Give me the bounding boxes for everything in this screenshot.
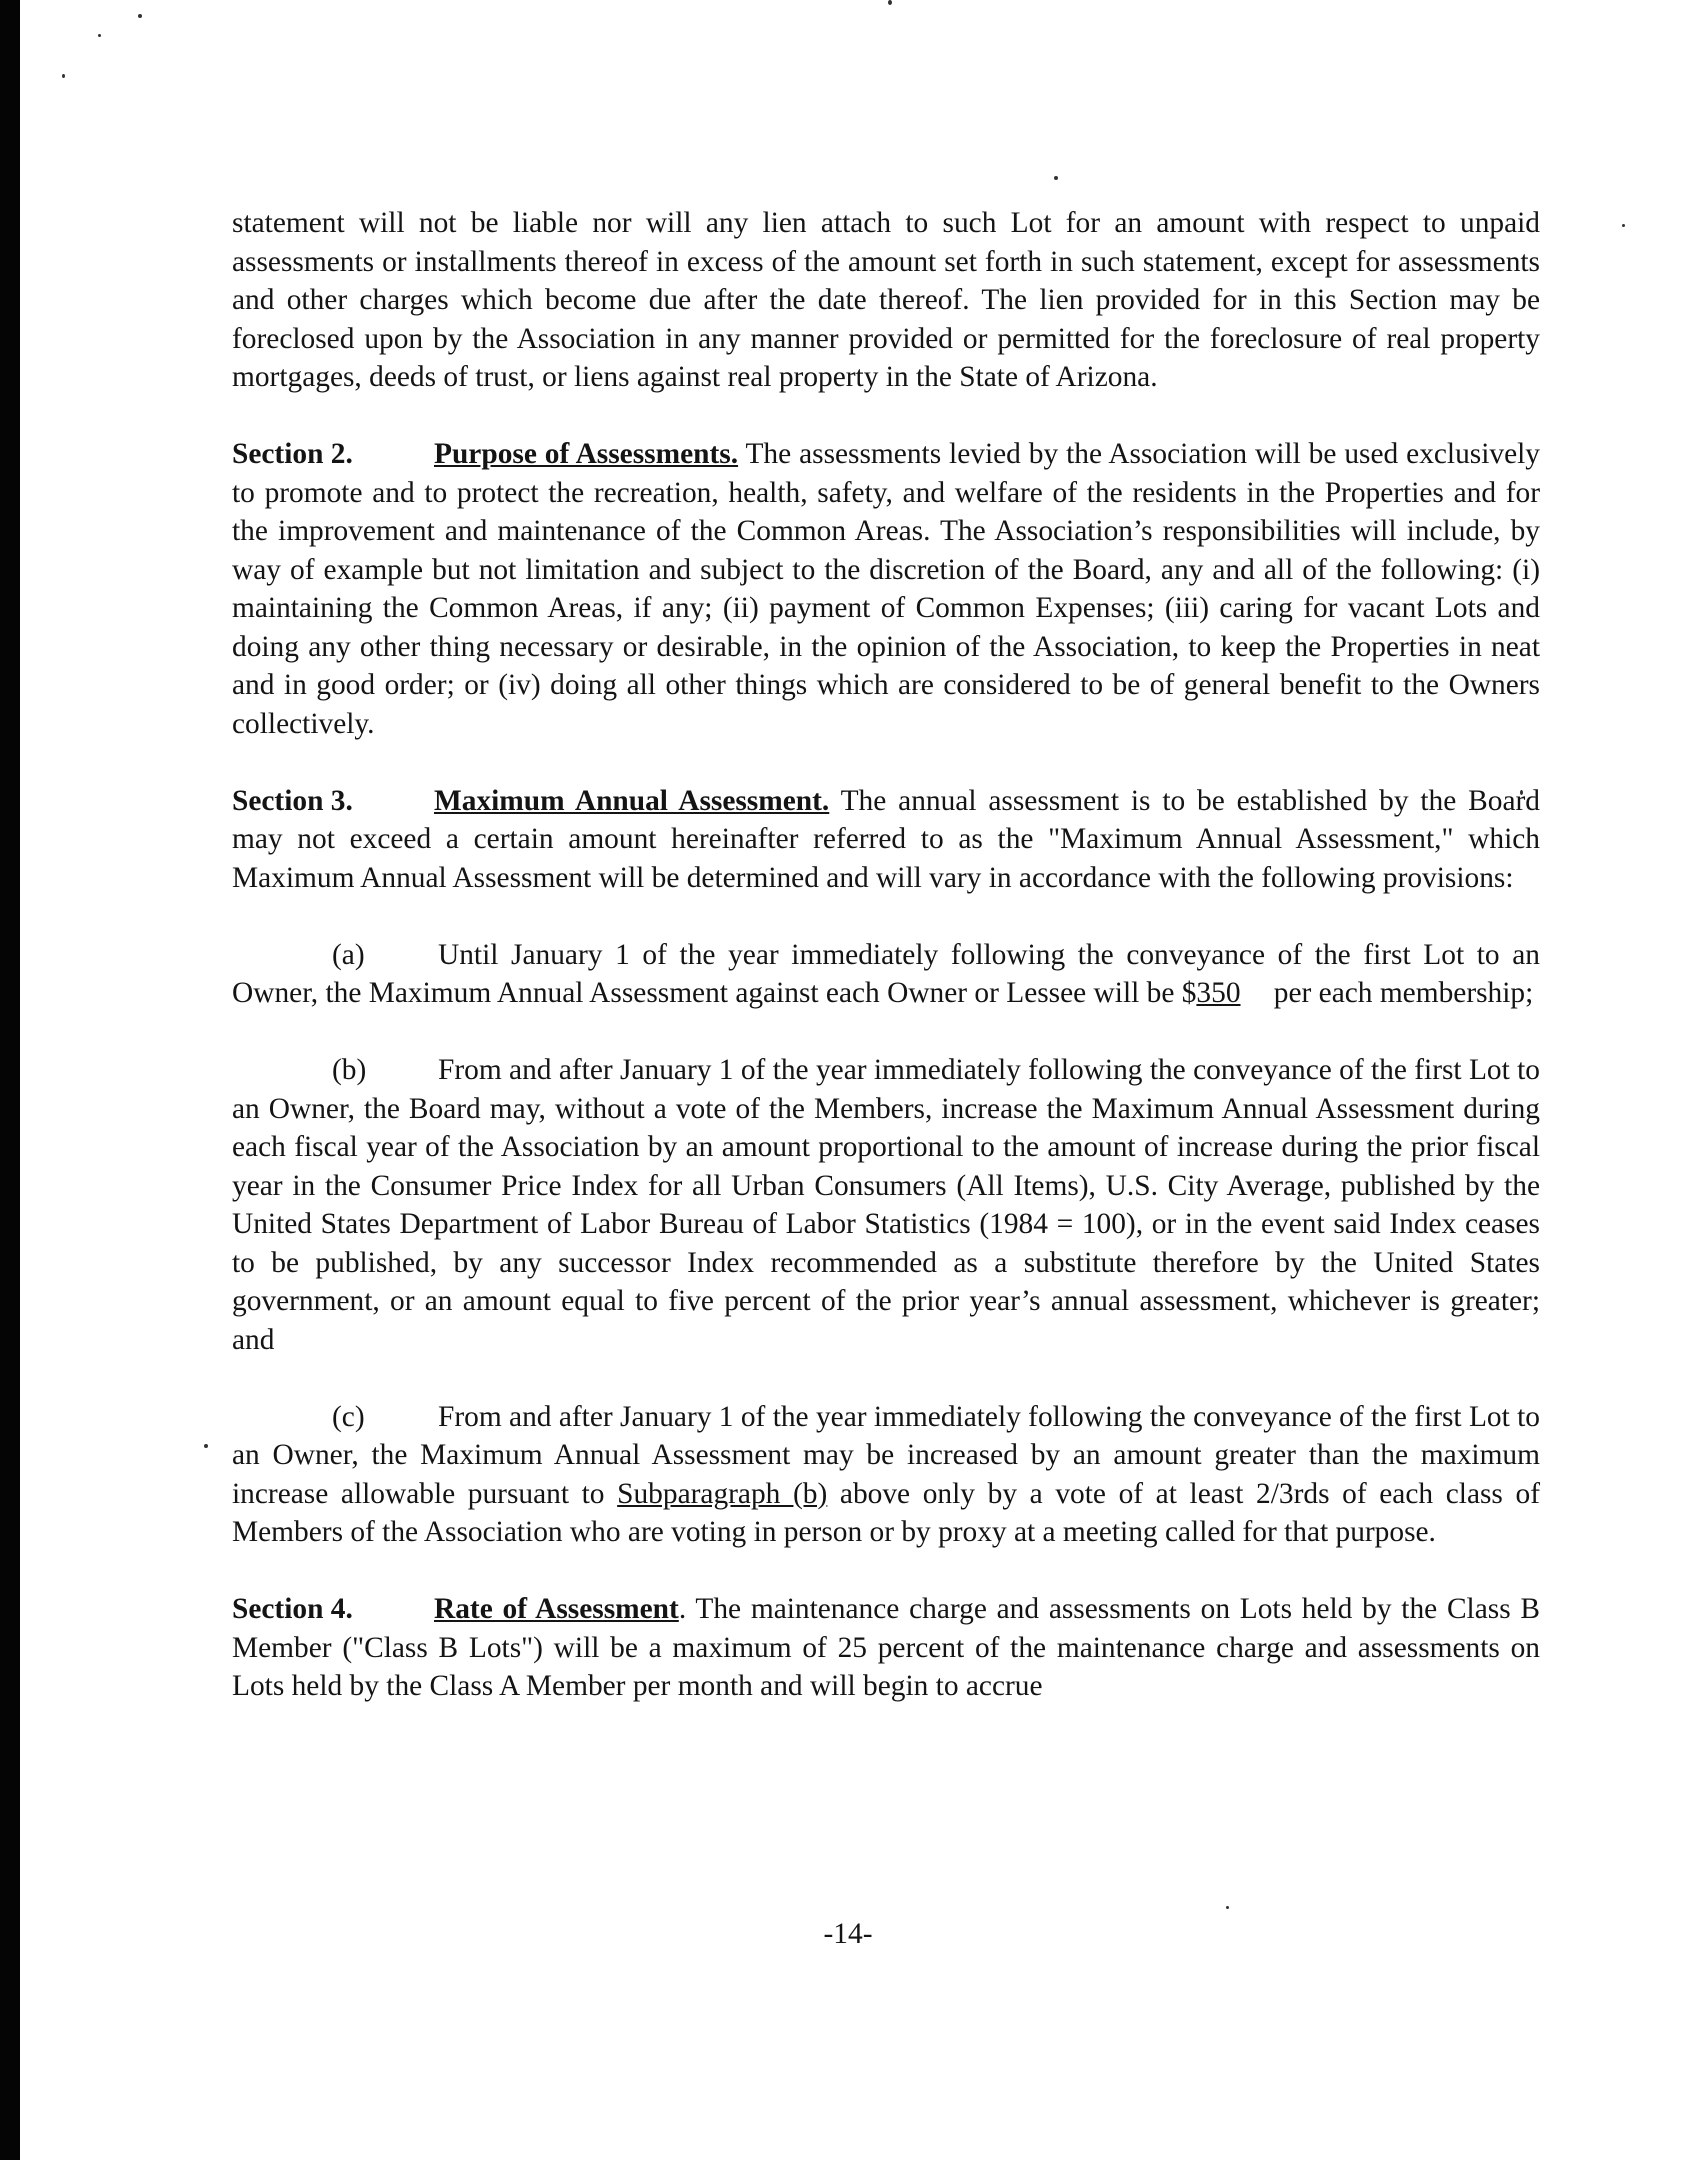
section-3-paragraph	[232, 782, 1540, 898]
subparagraph-c-text-after: above only by a vote of at least 2/3rds of each class of Members of the Association who are voting in person or by proxy at a meeting called for that purpose.	[232, 1477, 1540, 1548]
section-3-subparagraph-c	[232, 1398, 1540, 1552]
subparagraph-b-label: (b)	[332, 1054, 367, 1086]
scan-speck	[1226, 1906, 1229, 1909]
scan-speck	[138, 14, 142, 18]
section-2-number: Section 2.	[232, 438, 353, 470]
assessment-amount: 350	[1196, 977, 1241, 1009]
section-3-subparagraph-b	[232, 1051, 1540, 1359]
subparagraph-b-reference: Subparagraph (b)	[617, 1477, 828, 1510]
scan-speck	[98, 34, 101, 37]
scan-speck	[888, 0, 892, 5]
section-4-title: Rate of Assessment	[434, 1593, 679, 1625]
section-2-title: Purpose of Assessments.	[434, 438, 739, 470]
section-4-paragraph	[232, 1590, 1540, 1706]
scan-speck	[1622, 224, 1625, 227]
section-3-number: Section 3.	[232, 784, 353, 817]
section-2-text: The assessments levied by the Association will be used exclusively to promote and to protect the recreation, health, safety, and welfare of the residents in the Properties and for the improvement and maintenance of the Common Areas. The Association’s responsibilities will include, by way of example but not limitation and subject to the discretion of the Board, any and all of the following: (i) maintaining the Common Areas, if any; (ii) payment of Common Expenses; (iii) caring for vacant Lots and doing any other thing necessary or desirable, in the opinion of the Association, to keep the Properties in neat and in good order; or (iv) doing all other things which are considered to be of general benefit to the Owners collectively.	[232, 438, 1540, 740]
scan-left-edge	[0, 0, 20, 2160]
subparagraph-c-label: (c)	[332, 1400, 365, 1433]
scan-speck	[1054, 176, 1058, 180]
subparagraph-a-label: (a)	[332, 938, 365, 971]
section-3-text: The annual assessment is to be established by the Board may not exceed a certain amount hereinafter referred to as the "Maximum Annual Assessment," which Maximum Annual Assessment will be determined and will vary in accordance with the following provisions:	[232, 784, 1540, 894]
scan-speck	[62, 74, 65, 78]
section-3-subparagraph-a	[232, 936, 1540, 1013]
subparagraph-b-text: From and after January 1 of the year immediately following the conveyance of the first Lot to an Owner, the Board may, without a vote of the Members, increase the Maximum Annual Assessment during each fiscal year of the Association by an amount proportional to the amount of increase during the prior fiscal year in the Consumer Price Index for all Urban Consumers (All Items), U.S. City Average, published by the United States Department of Labor Bureau of Labor Statistics (1984 = 100), or in the event said Index ceases to be published, by any successor Index recommended as a substitute therefore by the United States government, or an amount equal to five percent of the prior year’s annual assessment, whichever is greater; and	[232, 1054, 1540, 1356]
page-number: -14-	[823, 1918, 873, 1950]
subparagraph-c-text-before: From and after January 1 of the year immediately following the conveyance of the first Lot to an Owner, the Maximum Annual Assessment may be increased by an amount greater than the maximum increase allowable pursuant to	[232, 1400, 1540, 1510]
section-2-paragraph	[232, 435, 1540, 743]
subparagraph-a-text-after: per each membership;	[1266, 977, 1534, 1009]
continuation-paragraph: statement will not be liable nor will any lien attach to such Lot for an amount with respect to unpaid assessments or installments thereof in excess of the amount set forth in such statement, except for assessments and other charges which become due after the date thereof. The lien provided for in this Section may be foreclosed upon by the Association in any manner provided or permitted for the foreclosure of real property mortgages, deeds of trust, or liens against real property in the State of Arizona.	[232, 207, 1540, 393]
document-body	[232, 204, 1540, 1706]
section-4-number: Section 4.	[232, 1593, 353, 1625]
scan-speck	[204, 1444, 208, 1448]
section-3-title: Maximum Annual Assessment.	[434, 784, 830, 817]
section-4-text: . The maintenance charge and assessments on Lots held by the Class B Member ("Class B Lots") will be a maximum of 25 percent of the maintenance charge and assessments on Lots held by the Class A Member per month and will begin to accrue	[232, 1593, 1540, 1702]
subparagraph-a-text-before: Until January 1 of the year immediately following the conveyance of the first Lot to an Owner, the Maximum Annual Assessment against each Owner or Lessee will be $	[232, 938, 1540, 1009]
